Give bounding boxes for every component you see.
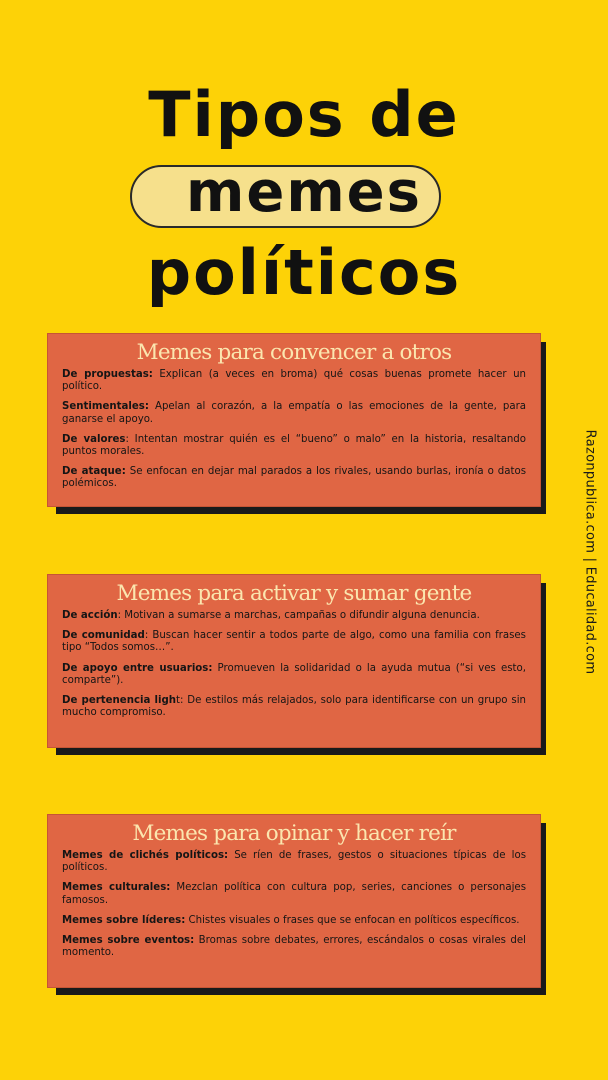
list-item [62, 695, 526, 719]
item-term: Sentimentales: [62, 401, 149, 413]
item-text: : Motivan a sumarse a marchas, campañas o difundir alguna denuncia. [117, 610, 480, 621]
item-term: De valores [62, 433, 126, 445]
list-item [62, 850, 526, 874]
list-item [62, 663, 526, 687]
item-term: De propuestas: [62, 369, 153, 380]
item-text: Explican (a veces en broma) qué cosas buenas promete hacer un político. [62, 369, 526, 393]
item-text: : Intentan mostrar quién es el “bueno” o malo” en la historia, resaltando puntos morales. [62, 433, 526, 458]
item-text: Mezclan política con cultura pop, series, canciones o personajes famosos. [62, 882, 526, 906]
item-term: De acción [62, 610, 118, 621]
section-card-convencer [47, 333, 541, 507]
item-text: : Buscan hacer sentir a todos parte de algo, como una familia con frases tipo “Todos somos…”. [62, 630, 526, 654]
list-item [62, 610, 526, 622]
item-text: Chistes visuales o frases que se enfocan en políticos específicos. [185, 914, 520, 926]
item-term: De ataque: [62, 466, 126, 478]
section-title: Memes para convencer a otros [136, 340, 452, 365]
item-term: Memes culturales: [62, 882, 171, 894]
section-card-activar [47, 574, 541, 748]
section-card-opinar [47, 814, 541, 988]
item-term: Memes sobre líderes: [62, 914, 186, 926]
list-item [62, 434, 526, 458]
item-term: Memes de clichés políticos: [62, 850, 229, 861]
title-line-1: Tipos de [148, 78, 460, 151]
list-item [62, 630, 526, 654]
item-term: Memes sobre eventos: [62, 935, 195, 947]
list-item [62, 935, 526, 959]
item-term: De comunidad [62, 630, 145, 642]
title-line-2: memes [186, 160, 422, 225]
item-text: Se enfocan en dejar mal parados a los rivales, usando burlas, ironía o datos polémicos. [62, 466, 527, 490]
item-text: t: De estilos más relajados, solo para identificarse con un grupo sin mucho compromiso. [62, 695, 526, 719]
source-credit: Razonpublica.com | Educalidad.com [582, 429, 598, 675]
list-item [62, 466, 526, 490]
item-text: Se ríen de frases, gestos o situaciones típicas de los políticos. [62, 850, 526, 874]
item-term: De pertenencia ligh [62, 695, 177, 707]
item-term: De apoyo entre usuarios: [62, 662, 213, 674]
list-item [62, 915, 526, 927]
section-title: Memes para activar y sumar gente [116, 581, 472, 606]
list-item [62, 882, 526, 906]
list-item [62, 369, 526, 393]
item-text: Apelan al corazón, a la empatía o las emociones de la gente, para ganarse el apoyo. [62, 401, 526, 425]
item-text: Bromas sobre debates, errores, escándalos o cosas virales del momento. [62, 935, 526, 959]
section-title: Memes para opinar y hacer reír [132, 821, 456, 846]
item-text: Promueven la solidaridad o la ayuda mutua (“si ves esto, comparte”). [62, 662, 527, 686]
title-line-3: políticos [146, 236, 462, 309]
list-item [62, 401, 526, 425]
